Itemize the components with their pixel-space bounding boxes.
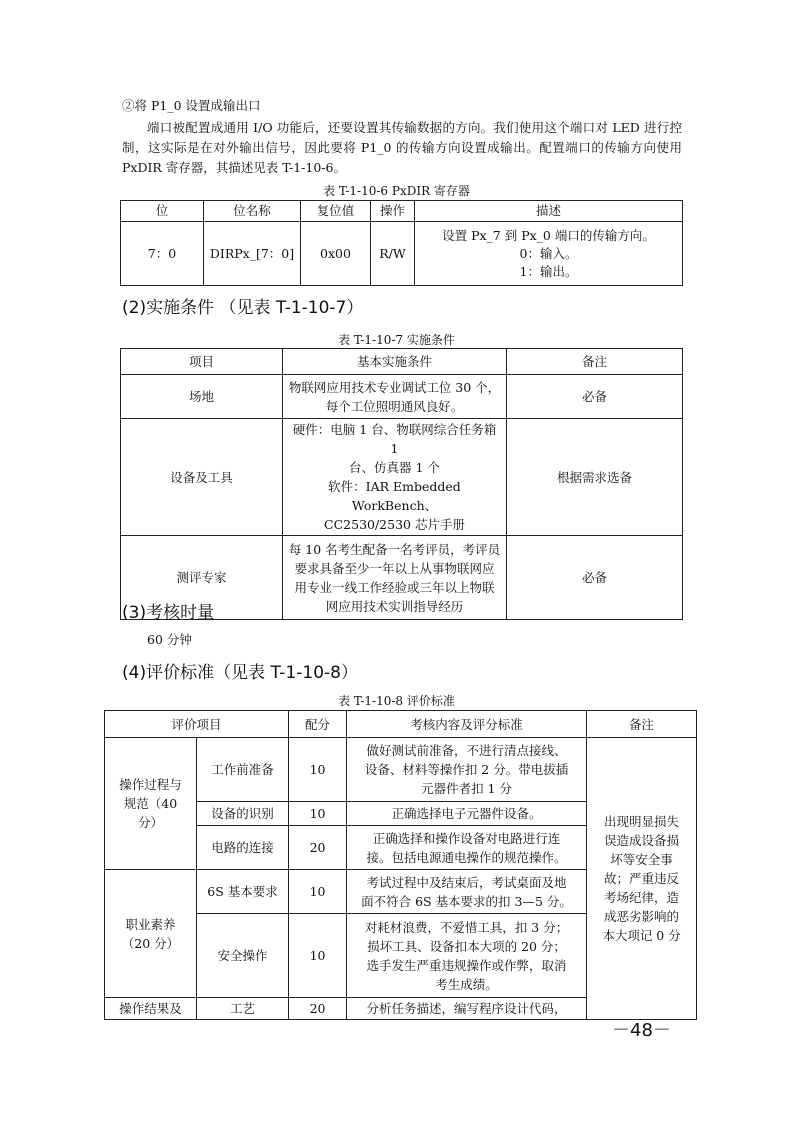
note-cell: 必备 [507,375,683,419]
op-cell: R/W [371,222,415,286]
remark-line: 考场纪律，造 [604,890,680,905]
desc-cell [415,222,683,286]
table8-caption: 表 T-1-10-8 评价标准 [338,694,455,708]
group-line: 职业素养 [125,916,176,932]
content-line: 选手发生严重违规操作或作弊，取消 [366,957,567,973]
table-header: 项目 [121,349,283,375]
content-line: 正确选择和操作设备对电路进行连 [372,830,561,846]
content-line: 做好测试前准备，不进行清点接线、 [366,743,567,758]
sub-item-cell: 设备的识别 [197,802,289,826]
content-line: 设备、材料等操作扣 2 分。带电拔插 [364,762,569,777]
table-header: 描述 [415,201,683,222]
condition-line: CC2530/2530 芯片手册 [324,517,465,532]
duration-text: 60 分钟 [147,632,192,647]
content-line: 考生成绩。 [435,976,498,992]
content-line: 考试过程中及结束后，考试桌面及地 [366,874,567,890]
item-cell: 测评专家 [121,536,283,620]
heading-criteria: (4)评价标准（见表 T-1-10-8） [122,663,358,683]
content-cell [347,826,587,870]
table-header: 配分 [289,711,347,738]
score-cell: 20 [289,998,347,1020]
table-row [121,222,683,286]
sub-item-cell: 安全操作 [197,914,289,998]
bit-name-cell: DIRPx_[7：0] [204,222,301,286]
note-cell: 必备 [507,536,683,620]
group-line: 规范（40 [123,796,178,811]
table7-caption: 表 T-1-10-7 实施条件 [338,333,455,347]
condition-line: 用专业一线工作经验或三年以上物联 [294,579,495,595]
criteria-table [104,710,697,1020]
remark-line: 成恶劣影响的 [604,909,680,924]
condition-line: 软件：IAR Embedded WorkBench、 [328,479,461,513]
remark-line: 误造成设备损 [604,833,680,848]
group-line: （20 分） [121,935,180,951]
score-cell: 10 [289,802,347,826]
item-cell: 设备及工具 [121,419,283,536]
page-number: －48－ [612,1020,671,1041]
desc-line: 设置 Px_7 到 Px_0 端口的传输方向。 [442,227,655,243]
condition-cell [283,536,507,620]
remark-cell [587,738,697,1020]
content-line: 损坏工具、设备扣本大项的 20 分； [367,938,566,954]
condition-line: 每 10 名考生配备一名考评员，考评员 [288,541,501,557]
heading-conditions: (2)实施条件 （见表 T-1-10-7） [122,298,364,318]
table-header: 考核内容及评分标准 [347,711,587,738]
content-cell [347,914,587,998]
condition-cell [283,419,507,536]
content-line: 分析任务描述，编写程序设计代码， [366,1001,567,1016]
table-header: 基本实施条件 [283,349,507,375]
table6-caption: 表 T-1-10-6 PxDIR 寄存器 [323,184,470,198]
content-cell [347,998,587,1020]
table-header: 评价项目 [105,711,289,738]
section-body: 端口被配置成通用 I/O 功能后，还要设置其传输数据的方向。我们使用这个端口对 LED 进行控制，这实际是在对外输出信号，因此要将 P1_0 的传输方向设置成输出。配置端口的传输方向使用 PxDIR 寄存器，其描述见表 T-1-10-6。 [122,120,682,175]
table-header: 位 [121,201,204,222]
content-line: 接。包括电源通电操作的规范操作。 [366,849,567,865]
table-header-row [121,349,683,375]
table-row [105,738,697,802]
table-header: 位名称 [204,201,301,222]
remark-line: 本大项记 0 分 [602,928,681,943]
desc-line: 1：输出。 [519,263,578,279]
remark-line: 出现明显损失 [604,814,680,829]
sub-item-cell: 工艺 [197,998,289,1020]
score-cell: 10 [289,738,347,802]
condition-line: 每个工位照明通风良好。 [325,398,464,414]
table-header: 备注 [587,711,697,738]
content-cell [347,738,587,802]
table-header: 复位值 [301,201,371,222]
table-header-row [121,201,683,222]
sub-item-cell: 电路的连接 [197,826,289,870]
remark-line: 坏等安全事 [610,852,673,867]
table-header-row [105,711,697,738]
content-line: 对耗材浪费，不爱惜工具，扣 3 分； [364,919,569,935]
reset-cell: 0x00 [301,222,371,286]
condition-line: 要求具备至少一年以上从事物联网应 [294,560,495,576]
condition-line: 物联网应用技术专业调试工位 30 个， [288,379,501,395]
table-header: 备注 [507,349,683,375]
group-cell: 操作结果及 [105,998,197,1020]
desc-line: 0：输入。 [519,245,578,261]
content-line: 正确选择电子元器件设备。 [391,806,542,821]
content-cell [347,802,587,826]
group-cell [105,738,197,870]
condition-line: 网应用技术实训指导经历 [325,598,464,614]
condition-line: 硬件：电脑 1 台、物联网综合任务箱 1 [292,422,497,456]
group-cell [105,870,197,998]
group-line: 分） [137,815,163,830]
score-cell: 10 [289,914,347,998]
group-line: 操作过程与 [119,777,182,792]
table-row [121,375,683,419]
bit-cell: 7：0 [121,222,204,286]
table-row [121,419,683,536]
heading-duration: (3)考核时量 [122,603,215,623]
condition-line: 台、仿真器 1 个 [349,460,440,475]
score-cell: 20 [289,826,347,870]
note-cell: 根据需求选备 [507,419,683,536]
item-cell: 场地 [121,375,283,419]
sub-item-cell: 6S 基本要求 [197,870,289,914]
section-title: ②将 P1_0 设置成输出口 [122,98,261,113]
score-cell: 10 [289,870,347,914]
content-cell [347,870,587,914]
content-line: 面不符合 6S 基本要求的扣 3—5 分。 [361,893,572,909]
remark-line: 故；严重违反 [604,871,680,886]
content-line: 元器件者扣 1 分 [421,781,512,796]
sub-item-cell: 工作前准备 [197,738,289,802]
pxdir-table [120,200,683,286]
conditions-table [120,348,683,620]
condition-cell [283,375,507,419]
table-header: 操作 [371,201,415,222]
